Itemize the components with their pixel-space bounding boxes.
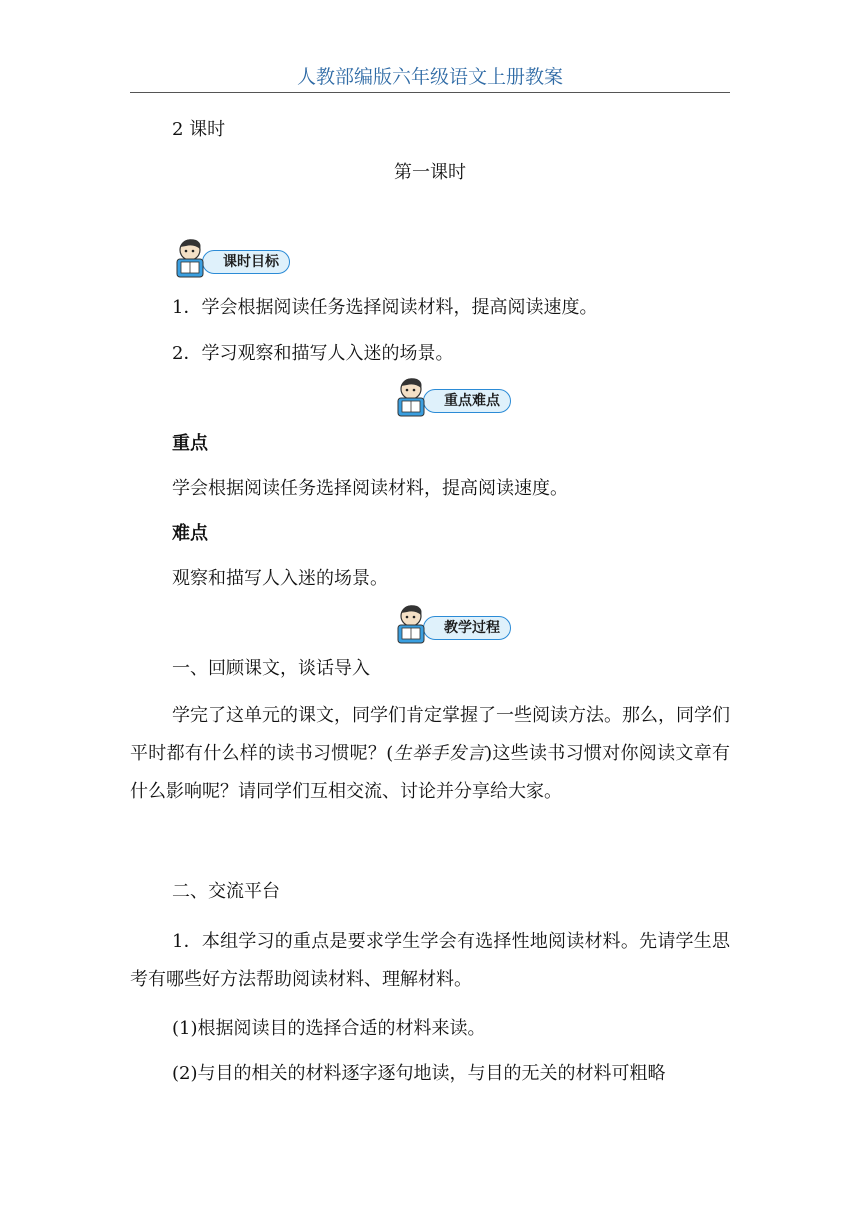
- step2-sub-1: (1)根据阅读目的选择合适的材料来读。: [172, 1018, 486, 1039]
- student-reading-icon: [393, 376, 437, 418]
- step2-title: 二、交流平台: [172, 881, 280, 902]
- student-reading-icon: [393, 603, 437, 645]
- difficult-label: 难点: [172, 523, 208, 544]
- student-reading-icon: [172, 237, 216, 279]
- process-badge-label: 教学过程: [423, 616, 511, 640]
- step1-title: 一、回顾课文，谈话导入: [172, 658, 370, 679]
- difficult-text: 观察和描写人入迷的场景。: [172, 568, 388, 589]
- lesson-title: 第一课时: [394, 162, 466, 183]
- key-label: 重点: [172, 433, 208, 454]
- step1-paragraph: [130, 697, 730, 811]
- step1-text-a: 学完了这单元的课文，同学们肯定掌握了一些阅读方法。那么，同学们平时都有什么样的读书习惯呢？(: [130, 705, 730, 764]
- step1-note: 生举手发言: [393, 743, 486, 764]
- step2-item-1: 1．本组学习的重点是要求学生学会有选择性地阅读材料。先请学生思考有哪些好方法帮助阅读材料、理解材料。: [130, 931, 730, 990]
- step2-sub-2: (2)与目的相关的材料逐字逐句地读，与目的无关的材料可粗略: [172, 1063, 666, 1084]
- goals-badge-label: 课时目标: [202, 250, 290, 274]
- key-badge-label: 重点难点: [423, 389, 511, 413]
- key-text: 学会根据阅读任务选择阅读材料，提高阅读速度。: [172, 478, 568, 499]
- goals-badge: [172, 237, 302, 277]
- goal-item-1: 1．学会根据阅读任务选择阅读材料，提高阅读速度。: [172, 297, 598, 318]
- page-header: 人教部编版六年级语文上册教案: [130, 62, 730, 93]
- lesson-hours: 2 课时: [172, 119, 226, 140]
- process-badge: [393, 603, 513, 643]
- step1-text-b: )这些读书习惯对你阅读文章有什么影响呢？请同学们互相交流、讨论并分享给大家。: [130, 743, 730, 802]
- goal-item-2: 2．学习观察和描写人入迷的场景。: [172, 343, 454, 364]
- key-badge: [393, 376, 513, 416]
